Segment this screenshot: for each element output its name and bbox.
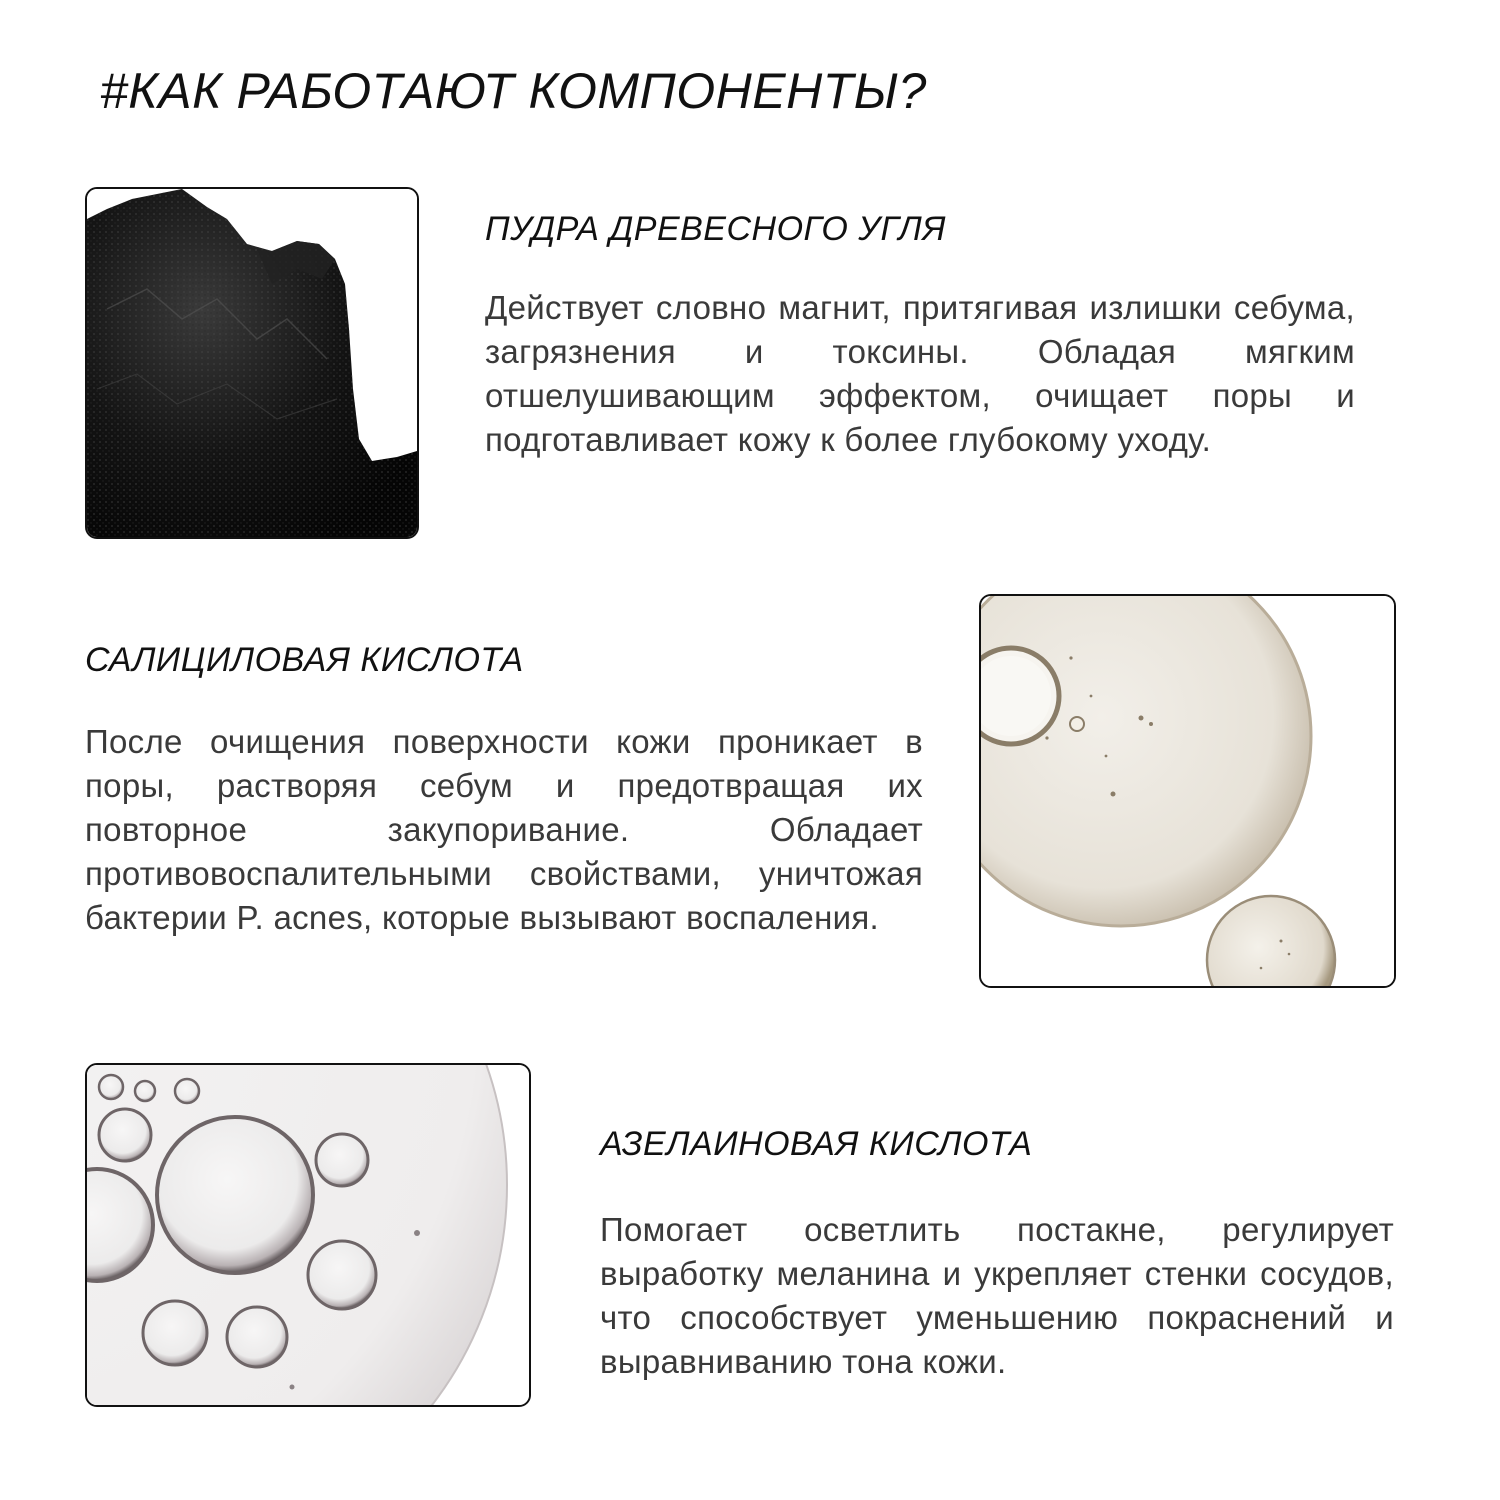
component-description: Действует словно магнит, притягивая излишки себума, загрязнения и токсины. Обладая мягким отшелушивающим эффектом, очищает поры и подготавливает кожу к более глубокому уходу. (485, 289, 1355, 458)
page-title: #КАК РАБОТАЮТ КОМПОНЕНТЫ? (100, 63, 927, 119)
charcoal-powder-photo (85, 187, 419, 539)
component-description: Помогает осветлить постакне, регулирует выработку меланина и укрепляет стенки сосудов, что способствует уменьшению покраснений и выравниванию тона кожи. (600, 1211, 1394, 1380)
component-title: ПУДРА ДРЕВЕСНОГО УГЛЯ (485, 210, 946, 248)
component-title: АЗЕЛАИНОВАЯ КИСЛОТА (600, 1125, 1033, 1163)
component-title: САЛИЦИЛОВАЯ КИСЛОТА (85, 641, 524, 679)
serum-drop-photo (979, 594, 1396, 988)
oil-bubbles-photo (85, 1063, 531, 1407)
component-description: После очищения поверхности кожи проникает в поры, растворяя себум и предотвращая их повторное закупоривание. Обладает противовоспалительными свойствами, уничтожая бактерии P. acnes, которые вызывают воспаления. (85, 723, 923, 936)
